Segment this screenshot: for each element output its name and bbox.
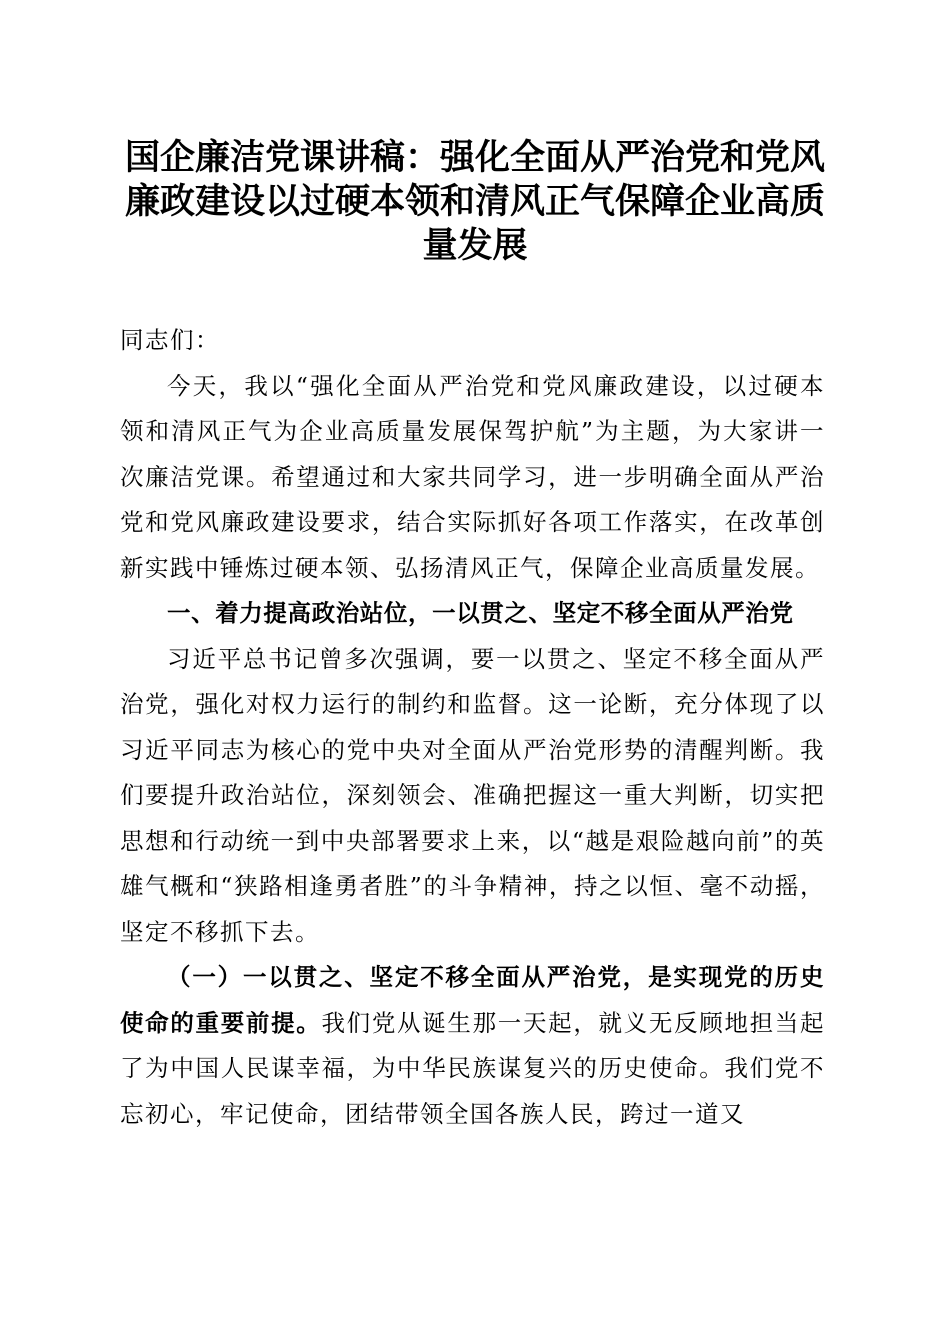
- document-title: 国企廉洁党课讲稿：强化全面从严治党和党风廉政建设以过硬本领和清风正气保障企业高质量发展: [124, 137, 825, 266]
- subsection-1-text: 我们党从诞生那一天起，就义无反顾地担当起了为中国人民谋幸福，为中华民族谋复兴的历史使命。我们党不忘初心，牢记使命，团结带领全国各族人民，跨过一道又: [120, 1008, 826, 1128]
- intro-paragraph: 今天，我以“强化全面从严治党和党风廉政建设，以过硬本领和清风正气为企业高质量发展保驾护航”为主题，为大家讲一次廉洁党课。希望通过和大家共同学习，进一步明确全面从严治党和党风廉政建设要求，结合实际抓好各项工作落实，在改革创新实践中锤炼过硬本领、弘扬清风正气，保障企业高质量发展。: [120, 371, 825, 582]
- section-1-heading: 一、着力提高政治站位，一以贯之、坚定不移全面从严治党: [167, 599, 794, 627]
- section-1-paragraph: 习近平总书记曾多次强调，要一以贯之、坚定不移全面从严治党，强化对权力运行的制约和监督。这一论断，充分体现了以习近平同志为核心的党中央对全面从严治党形势的清醒判断。我们要提升政治站位，深刻领会、准确把握这一重大判断，切实把思想和行动统一到中央部署要求上来，以“越是艰险越向前”的英雄气概和“狭路相逢勇者胜”的斗争精神，持之以恒、毫不动摇，坚定不移抓下去。: [120, 644, 825, 946]
- subsection-1-lead: （一）一以贯之、坚定不移全面从严治党，是实现党的历史使命的重要前提。: [120, 963, 825, 1037]
- salutation: 同志们：: [120, 326, 220, 354]
- document-body: [120, 318, 825, 1137]
- subsection-1-paragraph: [120, 955, 825, 1137]
